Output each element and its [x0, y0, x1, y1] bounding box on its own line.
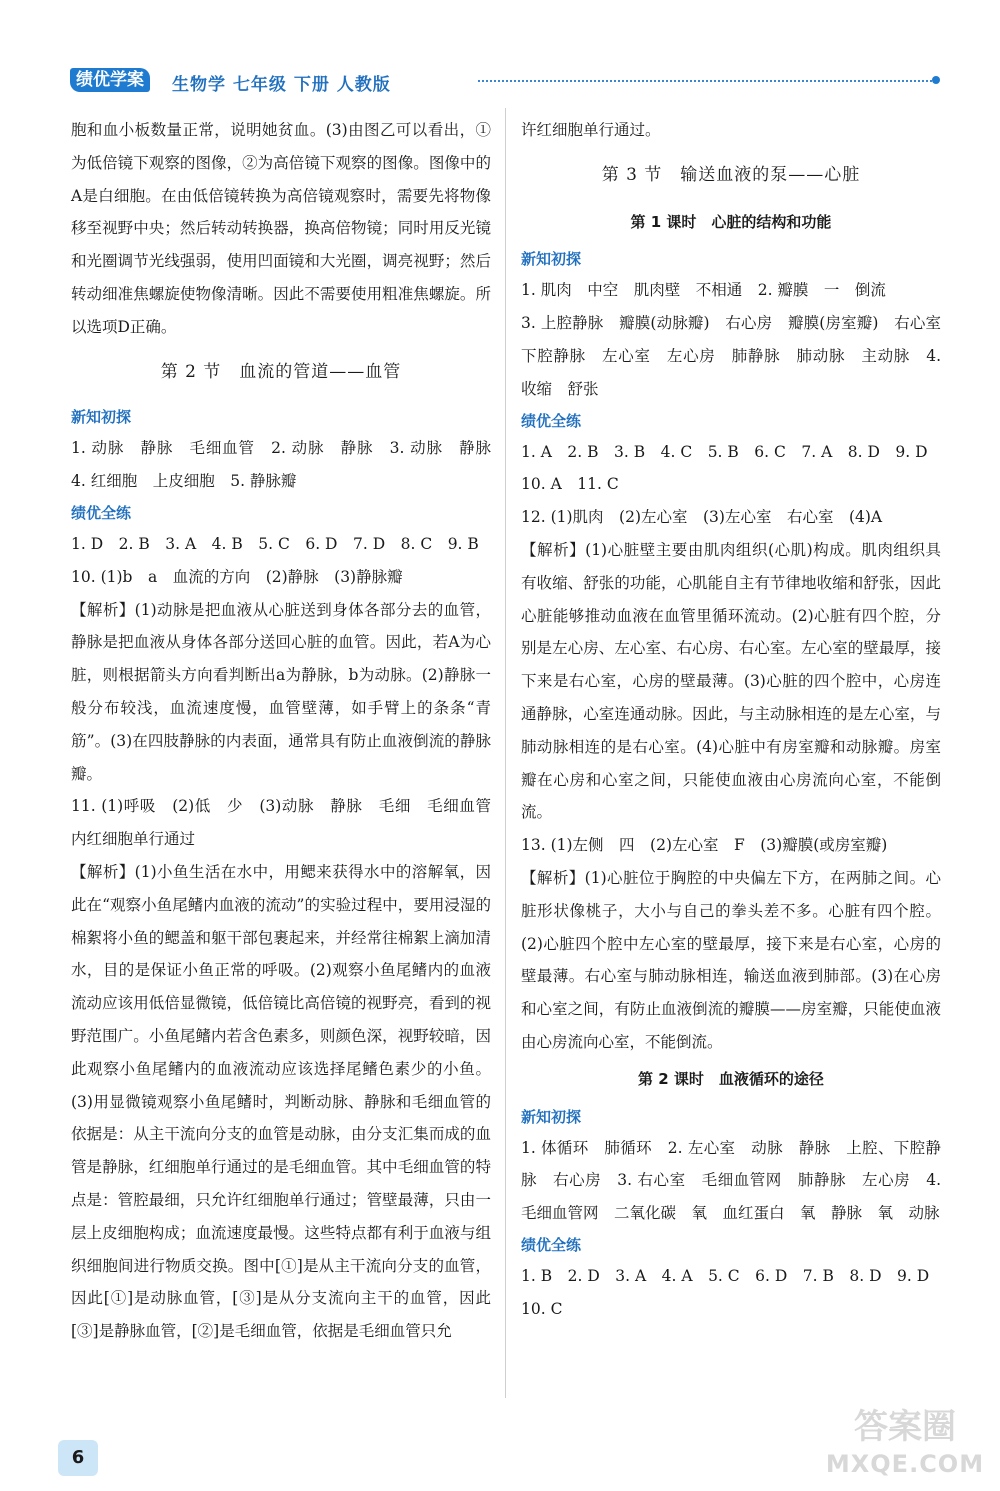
answer-line: 3. 上腔静脉 瓣膜(动脉瓣) 右心房 瓣膜(房室瓣) 右心室 下腔静脉 左心室 左心房 肺静脉 肺动脉 主动脉 4. 收缩 舒张 — [521, 314, 957, 398]
lesson-title: 第 2 课时 血液循环的途径 — [638, 1069, 824, 1088]
section-label: 新知初探 — [71, 408, 132, 427]
answer-line: 1. 肌肉 中空 肌肉壁 不相通 2. 瓣膜 一 倒流 — [521, 281, 886, 300]
brand-logo: 绩优学案 — [70, 68, 150, 92]
book-subject: 生物学 七年级 下册 人教版 — [172, 75, 391, 95]
section-label: 绩优全练 — [521, 411, 582, 430]
section-title: 第 2 节 血流的管道——血管 — [160, 361, 402, 382]
answer-line: 11. (1)呼吸 (2)低 少 (3)动脉 静脉 毛细 毛细血管内红细胞单行通过 — [71, 797, 491, 849]
answer-line: 10. C — [521, 1299, 563, 1318]
answer-line: 10. (1)b a 血流的方向 (2)静脉 (3)静脉瓣 — [71, 567, 403, 586]
explanation: 【解析】(1)动脉是把血液从心脏送到身体各部分去的血管，静脉是把血液从身体各部分送回心脏的血管。因此，若A为心脏，则根据箭头方向看判断出a为静脉，b为动脉。(2)静脉一般分布较浅，血流速度慢，血管壁薄，如手臂上的条条“青筋”。(3)在四肢静脉的内表面，通常具有防止血液倒流的静脉瓣。 — [71, 600, 491, 783]
header-divider — [478, 80, 932, 82]
section-label: 新知初探 — [521, 250, 582, 269]
column-divider — [505, 108, 506, 1398]
answer-line: 1. 体循环 肺循环 2. 左心室 动脉 静脉 上腔、下腔静脉 右心房 3. 右心室 毛细血管网 肺静脉 左心房 4. 毛细血管网 二氧化碳 氧 血红蛋白 氧 静脉 氧 动脉 — [521, 1138, 941, 1223]
answer-line: 12. (1)肌肉 (2)左心室 (3)左心室 右心室 (4)A — [521, 508, 883, 527]
watermark-logo: 答案圈 — [854, 1407, 956, 1447]
answer-line: 1. D 2. B 3. A 4. B 5. C 6. D 7. D 8. C 9. B — [71, 534, 479, 553]
watermark-url: MXQE.COM — [825, 1450, 985, 1478]
answer-line: 10. A 11. C — [521, 475, 619, 494]
explanation: 【解析】(1)小鱼生活在水中，用鳃来获得水中的溶解氧，因此在“观察小鱼尾鳍内血液的流动”的实验过程中，要用浸湿的棉絮将小鱼的鳃盖和躯干部包裹起来，并经常往棉絮上滴加清水，目的是保证小鱼正常的呼吸。(2)观察小鱼尾鳍内的血液流动应该用低倍显微镜，低倍镜比高倍镜的视野亮，看到的视野范围广。小鱼尾鳍内若含色素多，则颜色深，视野较暗，因此观察小鱼尾鳍内的血液流动应该选择尾鳍色素少的小鱼。(3)用显微镜观察小鱼尾鳍时，判断动脉、静脉和毛细血管的依据是：从主干流向分支的血管是动脉，由分支汇集而成的血管是静脉，红细胞单行通过的是毛细血管。其中毛细血管的特点是：管腔最细，只允许红细胞单行通过；管壁最薄，只由一层上皮细胞构成；血流速度最慢。这些特点都有利于血液与组织细胞间进行物质交换。图中[①]是从主干流向分支的血管，因此[①]是动脉血管，[③]是从分支流向主干的血管，因此[③]是静脉血管，[②]是毛细血管，依据是毛细血管只允 — [71, 862, 491, 1341]
answer-line: 13. (1)左侧 四 (2)左心室 F (3)瓣膜(或房室瓣) — [521, 836, 888, 855]
paragraph: 许红细胞单行通过。 — [521, 121, 661, 139]
header-dot — [932, 76, 940, 84]
section-label: 新知初探 — [521, 1107, 582, 1126]
page-header — [70, 66, 940, 96]
answer-line: 1. 动脉 静脉 毛细血管 2. 动脉 静脉 3. 动脉 静脉 4. 红细胞 上皮细胞 5. 静脉瓣 — [71, 439, 507, 491]
right-column — [521, 114, 957, 1326]
lesson-title: 第 1 课时 心脏的结构和功能 — [630, 212, 832, 231]
section-label: 绩优全练 — [71, 503, 132, 522]
explanation: 【解析】(1)心脏壁主要由肌肉组织(心肌)构成。肌肉组织具有收缩、舒张的功能，心肌能自主有节律地收缩和舒张，因此心脏能够推动血液在血管里循环流动。(2)心脏有四个腔，分别是左心房、左心室、右心房、右心室。左心室的壁最厚，接下来是右心室，心房的壁最薄。(3)心脏的四个腔中，心房连通静脉，心室连通动脉。因此，与主动脉相连的是左心室，与肺动脉相连的是右心室。(4)心脏中有房室瓣和动脉瓣。房室瓣在心房和心室之间，只能使血液由心房流向心室，不能倒流。 — [521, 540, 941, 822]
explanation: 【解析】(1)心脏位于胸腔的中央偏左下方，在两肺之间。心脏形状像桃子，大小与自己的拳头差不多。心脏有四个腔。(2)心脏四个腔中左心室的壁最厚，接下来是右心室，心房的壁最薄。右心室与肺动脉相连，输送血液到肺部。(3)在心房和心室之间，有防止血液倒流的瓣膜——房室瓣，只能使血液由心房流向心室，不能倒流。 — [521, 868, 941, 1051]
answer-line: 1. B 2. D 3. A 4. A 5. C 6. D 7. B 8. D 9. D — [521, 1266, 930, 1285]
paragraph: 胞和血小板数量正常，说明她贫血。(3)由图乙可以看出，①为低倍镜下观察的图像，②为高倍镜下观察的图像。图像中的A是白细胞。在由低倍镜转换为高倍镜观察时，需要先将物像移至视野中央；然后转动转换器，换高倍物镜；同时用反光镜和光圈调节光线强弱，使用凹面镜和大光圈，调亮视野；然后转动细准焦螺旋使物像清晰。因此不需要使用粗准焦螺旋。所以选项D正确。 — [71, 121, 491, 336]
section-title: 第 3 节 输送血液的泵——心脏 — [601, 164, 861, 185]
left-column — [71, 114, 507, 1348]
answer-line: 1. A 2. B 3. B 4. C 5. B 6. C 7. A 8. D 9. D — [521, 442, 928, 461]
watermark — [820, 1405, 990, 1485]
section-label: 绩优全练 — [521, 1235, 582, 1254]
page-number: 6 — [58, 1440, 98, 1476]
